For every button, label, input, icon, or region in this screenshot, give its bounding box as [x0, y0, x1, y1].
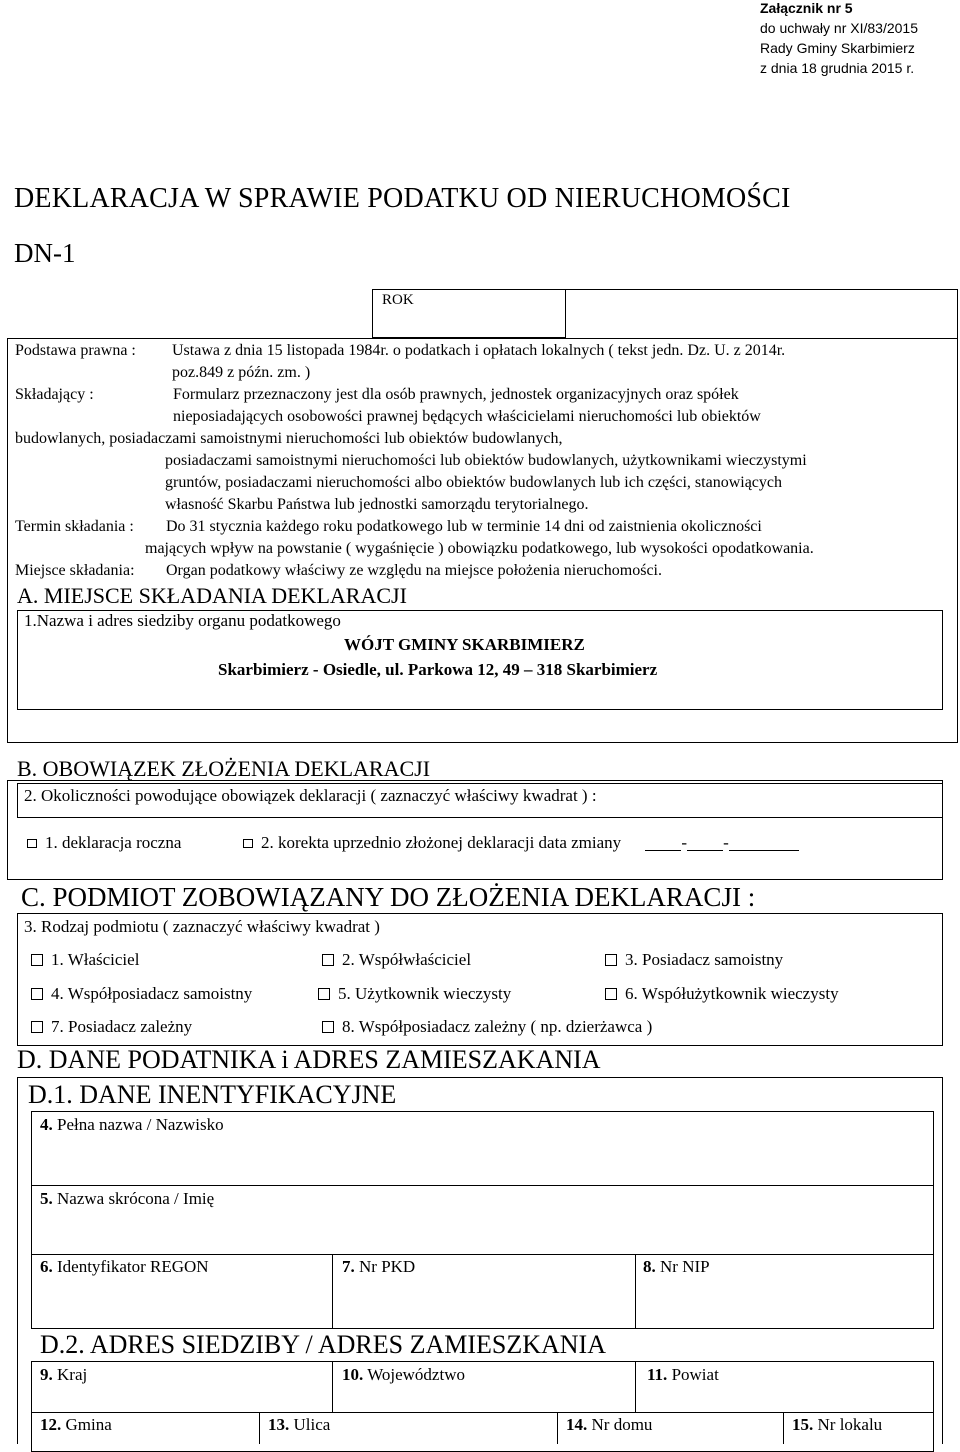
divider: [7, 338, 958, 339]
field-2-text: . Okoliczności powodujące obowiązek deklaracji ( zaznaczyć właściwy kwadrat ) :: [32, 786, 597, 805]
section-c-heading: C. PODMIOT ZOBOWIĄZANY DO ZŁOŻENIA DEKLARACJI :: [21, 882, 756, 912]
section-d2-heading: D.2. ADRES SIEDZIBY / ADRES ZAMIESZKANIA: [40, 1330, 606, 1359]
checkbox-icon[interactable]: [318, 988, 330, 1000]
divider: [7, 879, 943, 880]
field-4-label: [40, 1115, 224, 1135]
legal-basis-text: Ustawa z dnia 15 listopada 1984r. o podatkach i opłatach lokalnych ( tekst jedn. Dz. U. z 2014r.: [172, 342, 786, 359]
deadline-label: Termin składania :: [15, 518, 134, 535]
divider: [783, 1412, 784, 1444]
field-6-number: 6.: [40, 1257, 53, 1276]
attachment-date: z dnia 18 grudnia 2015 r.: [760, 60, 915, 76]
field-9-number: 9.: [40, 1365, 53, 1384]
entity-option-label: 7. Posiadacz zależny: [51, 1017, 193, 1036]
section-d-heading: D. DANE PODATNIKA i ADRES ZAMIESZAKANIA: [17, 1045, 601, 1074]
tax-office-name: WÓJT GMINY SKARBIMIERZ: [344, 635, 585, 654]
date-month-field[interactable]: [687, 836, 723, 851]
field-14-text: Nr domu: [587, 1415, 653, 1434]
section-b-heading: B. OBOWIĄZEK ZŁOŻENIA DEKLARACJI: [17, 756, 431, 781]
field-8-number: 8.: [643, 1257, 656, 1276]
field-5-text: Nazwa skrócona / Imię: [52, 1189, 215, 1208]
tax-office-address: Skarbimierz - Osiedle, ul. Parkowa 12, 49 – 318 Skarbimierz: [218, 660, 658, 679]
entity-option-5[interactable]: [318, 984, 511, 1004]
submitter-text-3: budowlanych, posiadaczami samoistnymi nieruchomości lub obiektów budowlanych,: [15, 430, 563, 447]
municipality-field[interactable]: [40, 1415, 112, 1435]
entity-option-7[interactable]: [31, 1017, 192, 1037]
field-1-number: 1.: [24, 611, 37, 630]
attachment-title: Załącznik nr 5: [760, 0, 853, 16]
field-4-text: Pełna nazwa / Nazwisko: [52, 1115, 224, 1134]
place-text: Organ podatkowy właściwy ze względu na miejsce położenia nieruchomości.: [166, 562, 662, 579]
field-12-number: 12.: [40, 1415, 62, 1434]
submitter-text-5: gruntów, posiadaczami nieruchomości albo obiektów budowlanych lub ich części, stanowiących: [165, 474, 782, 491]
entity-option-label: 5. Użytkownik wieczysty: [338, 984, 512, 1003]
regon-field[interactable]: [40, 1257, 209, 1277]
attachment-council: Rady Gminy Skarbimierz: [760, 40, 915, 56]
checkbox-icon[interactable]: [31, 988, 43, 1000]
date-year-field[interactable]: [729, 836, 799, 851]
entity-option-label: 1. Właściciel: [51, 950, 140, 969]
divider: [557, 1412, 558, 1444]
field-7-number: 7.: [342, 1257, 355, 1276]
attachment-resolution: do uchwały nr XI/83/2015: [760, 20, 918, 36]
frame-right: [957, 289, 958, 743]
submitter-text-1: Formularz przeznaczony jest dla osób prawnych, jednostek organizacyjnych oraz spółek: [173, 386, 739, 403]
date-separator: -: [723, 833, 729, 852]
option-annual-declaration[interactable]: [27, 833, 181, 853]
checkbox-icon[interactable]: [31, 954, 43, 966]
field-3-number: 3: [24, 917, 33, 936]
divider: [259, 1412, 260, 1444]
field-1-text: Nazwa i adres siedziby organu podatkowego: [36, 611, 341, 630]
field-2-number: 2: [24, 786, 33, 805]
divider: [7, 742, 958, 743]
checkbox-icon[interactable]: [322, 954, 334, 966]
checkbox-icon[interactable]: [31, 1021, 43, 1033]
frame-left: [7, 338, 8, 743]
country-field[interactable]: [40, 1365, 87, 1385]
legal-basis-text-2: poz.849 z późn. zm. ): [172, 364, 311, 381]
frame-right: [942, 1077, 943, 1444]
pkd-field[interactable]: [342, 1257, 415, 1277]
field-5-label: [40, 1189, 214, 1209]
field-3-text: . Rodzaj podmiotu ( zaznaczyć właściwy kwadrat ): [32, 917, 380, 936]
field-10-text: Województwo: [363, 1365, 465, 1384]
entity-option-2[interactable]: [322, 950, 471, 970]
house-number-field[interactable]: [566, 1415, 652, 1435]
entity-option-1[interactable]: [31, 950, 139, 970]
field-13-text: Ulica: [289, 1415, 331, 1434]
field-15-number: 15.: [792, 1415, 814, 1434]
page-title: DEKLARACJA W SPRAWIE PODATKU OD NIERUCHOMOŚCI: [14, 183, 791, 214]
year-field[interactable]: [372, 289, 566, 338]
county-field[interactable]: [647, 1365, 719, 1385]
option-annual-label: 1. deklaracja roczna: [45, 833, 182, 852]
entity-option-4[interactable]: [31, 984, 252, 1004]
apartment-number-field[interactable]: [792, 1415, 882, 1435]
divider: [566, 289, 958, 290]
field-13-number: 13.: [268, 1415, 290, 1434]
field-4-number: 4.: [40, 1115, 53, 1134]
divider: [332, 1254, 333, 1329]
field-11-text: Powiat: [667, 1365, 719, 1384]
divider: [635, 1361, 636, 1413]
date-separator: -: [681, 833, 688, 852]
year-label: ROK: [382, 292, 414, 308]
submitter-text-2: nieposiadających osobowości prawnej będących właścicielami nieruchomości lub obiektów: [173, 408, 761, 425]
deadline-text-1: Do 31 stycznia każdego roku podatkowego lub w terminie 14 dni od zaistnienia okoliczności: [166, 518, 762, 535]
field-7-text: Nr PKD: [354, 1257, 416, 1276]
entity-option-8[interactable]: [322, 1017, 652, 1037]
divider: [635, 1254, 636, 1329]
submitter-text-6: własność Skarbu Państwa lub jednostki samorządu terytorialnego.: [165, 496, 589, 513]
checkbox-icon[interactable]: [605, 988, 617, 1000]
field-3-label: [24, 917, 380, 937]
checkbox-icon[interactable]: [322, 1021, 334, 1033]
field-12-text: Gmina: [61, 1415, 112, 1434]
field-1-label: [24, 611, 341, 631]
section-d1-heading: D.1. DANE INENTYFIKACYJNE: [28, 1080, 397, 1109]
form-code: DN-1: [14, 238, 76, 268]
checkbox-icon[interactable]: [27, 839, 37, 848]
submitter-text-4: posiadaczami samoistnymi nieruchomości lub obiektów budowlanych, użytkownikami wieczystymi: [165, 452, 807, 469]
divider: [7, 780, 943, 781]
checkbox-icon[interactable]: [605, 954, 617, 966]
divider: [332, 1361, 333, 1413]
nip-field[interactable]: [643, 1257, 710, 1277]
section-a-heading: A. MIEJSCE SKŁADANIA DEKLARACJI: [17, 583, 407, 608]
date-day-field[interactable]: [645, 836, 681, 851]
checkbox-icon[interactable]: [243, 839, 253, 848]
entity-option-label: 6. Współużytkownik wieczysty: [625, 984, 839, 1003]
frame-left: [7, 780, 8, 880]
address-row-1: [31, 1361, 934, 1413]
option-correction-label: 2. korekta uprzednio złożonej deklaracji data zmiany: [261, 833, 622, 852]
entity-option-3[interactable]: [605, 950, 783, 970]
voivodeship-field[interactable]: [342, 1365, 465, 1385]
legal-basis-label: Podstawa prawna :: [15, 342, 136, 359]
field-15-text: Nr lokalu: [813, 1415, 883, 1434]
field-6-text: Identyfikator REGON: [52, 1257, 209, 1276]
submitter-label: Składający :: [15, 386, 94, 403]
field-5-number: 5.: [40, 1189, 53, 1208]
place-label: Miejsce składania:: [15, 562, 135, 579]
entity-option-6[interactable]: [605, 984, 839, 1004]
entity-option-label: 2. Współwłaściciel: [342, 950, 472, 969]
field-9-text: Kraj: [52, 1365, 88, 1384]
divider: [17, 1077, 943, 1078]
field-14-number: 14.: [566, 1415, 588, 1434]
field-11-number: 11.: [647, 1365, 668, 1384]
entity-option-label: 4. Współposiadacz samoistny: [51, 984, 253, 1003]
deadline-text-2: mających wpływ na powstanie ( wygaśnięcie ) obowiązku podatkowego, lub wysokości opodatkowania.: [145, 540, 814, 557]
entity-option-label: 8. Współposiadacz zależny ( np. dzierżawca ): [342, 1017, 653, 1036]
frame-left: [17, 1077, 18, 1444]
field-8-text: Nr NIP: [655, 1257, 710, 1276]
field-2-label: [24, 786, 597, 806]
street-field[interactable]: [268, 1415, 330, 1435]
option-correction[interactable]: [243, 833, 799, 853]
entity-option-label: 3. Posiadacz samoistny: [625, 950, 784, 969]
field-10-number: 10.: [342, 1365, 364, 1384]
